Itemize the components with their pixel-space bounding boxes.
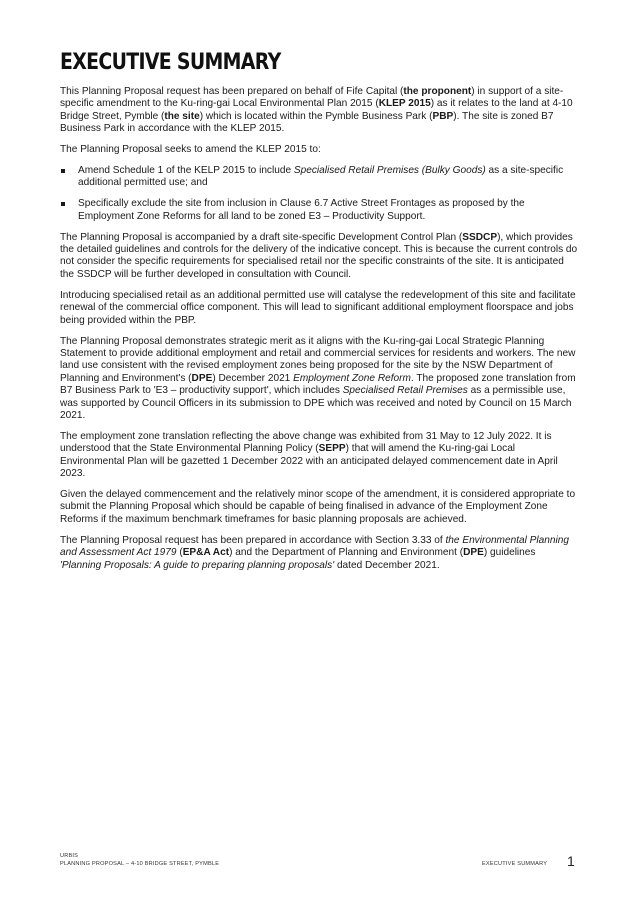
paragraph-intro	[60, 86, 578, 136]
term-site: the site	[164, 110, 200, 122]
term-klep: KLEP 2015	[378, 98, 431, 110]
text: ), which provides the detailed guidelines and controls for the delivery of the indicative concept. This is because the current controls do not consider the specific requirements for specialised retail nor the specific constraints of the site. It is anticipated the SSDCP will be further developed in consultation with Council.	[60, 231, 578, 280]
text: The Planning Proposal is accompanied by a draft site-specific Development Control Plan (	[60, 231, 463, 243]
page-title: EXECUTIVE SUMMARY	[60, 50, 281, 75]
paragraph-legislation	[60, 535, 578, 572]
term-proponent: the proponent	[403, 86, 472, 97]
text: as a site-specific additional permitted use; and	[78, 165, 564, 189]
footer-section-label: EXECUTIVE SUMMARY	[482, 861, 548, 867]
term-ssdcp: SSDCP	[462, 231, 498, 243]
paragraph-seeks: The Planning Proposal seeks to amend the KLEP 2015 to:	[60, 144, 321, 156]
term-specialised-retail-premises: Specialised Retail Premises	[342, 385, 468, 397]
paragraph-zone-translation	[60, 431, 578, 481]
text: as a permissible use, was supported by Council Officers in its submission to DPE which was received and noted by Council on 15 March 2021.	[60, 385, 572, 421]
term-dpe: DPE	[463, 547, 484, 559]
paragraph-retail: Introducing specialised retail as an additional permitted use will catalyse the redevelopment of this site and facilitate renewal of the commercial office component. This will lead to significant additional employment floorspace and jobs being provided within the PBP.	[60, 289, 576, 326]
footer-document-title: PLANNING PROPOSAL – 4-10 BRIDGE STREET, PYMBLE	[60, 861, 220, 867]
text: ) December 2021	[212, 372, 294, 384]
term-sepp: SEPP	[318, 443, 346, 455]
text: ) which is located within the Pymble Business Park (	[199, 110, 433, 122]
term-specialised-retail: Specialised Retail Premises (Bulky Goods)	[293, 165, 486, 177]
term-employment-zone-reform: Employment Zone Reform	[293, 372, 411, 384]
paragraph-delayed-commencement: Given the delayed commencement and the relatively minor scope of the amendment, it is considered appropriate to submit the Planning Proposal which should be capable of being finalised in advance of the Employment Zone Reforms if the maximum benchmark timeframes for basic planning proposals are achieved.	[60, 488, 576, 525]
term-guideline-title: 'Planning Proposals: A guide to preparing planning proposals'	[60, 559, 335, 571]
footer-company: URBIS	[60, 853, 79, 859]
term-dpe: DPE	[191, 372, 213, 384]
text: The employment zone translation reflecting the above change was exhibited from 31 May to 12 July 2022. It is understood that the State Environmental Planning Policy (	[60, 430, 552, 455]
text: ) guidelines	[483, 547, 536, 559]
bullet-icon	[61, 169, 65, 173]
text: . The proposed zone translation from B7 Business Park to 'E3 – productivity support', which includes	[60, 372, 576, 397]
list-item	[60, 198, 578, 223]
text: ) as it relates to the land at 4-10 Bridge Street, Pymble (	[60, 98, 573, 122]
text: This Planning Proposal request has been prepared on behalf of Fife Capital (	[60, 86, 404, 97]
text: The Planning Proposal demonstrates strategic merit as it aligns with the Ku-ring-gai Local Strategic Planning Statement to provide additional employment and retail and commercial services for residents and workers. The new land use consistent with the revised employment zones being proposed for the site by the NSW Department of Planning and Environment's (	[60, 335, 576, 384]
page-number: 1	[567, 853, 575, 869]
term-act-title: the Environmental Planning and Assessment Act 1979	[60, 534, 569, 559]
paragraph-strategic-merit	[60, 336, 578, 423]
term-epa-act: EP&A Act	[182, 547, 230, 559]
list-item	[60, 165, 578, 190]
bullet-icon	[61, 202, 65, 206]
text: ). The site is zoned B7 Business Park in accordance with the KLEP 2015.	[60, 110, 554, 135]
footer-left	[60, 852, 219, 868]
text: ) that will amend the Ku-ring-gai Local Environmental Plan will be gazetted 1 December 2022 with an anticipated delayed commencement date in April 2023.	[60, 443, 558, 480]
text: The Planning Proposal request has been prepared in accordance with Section 3.33 of	[60, 534, 446, 546]
text: ) in support of a site-specific amendment to the Ku-ring-gai Local Environmental Plan 2015 (	[60, 86, 564, 110]
text: Specifically exclude the site from inclusion in Clause 6.7 Active Street Frontages as proposed by the Employment Zone Reforms for all land to be zoned E3 – Productivity Support.	[78, 198, 525, 222]
body-content	[60, 86, 578, 580]
text: ) and the Department of Planning and Environment (	[229, 547, 464, 559]
term-pbp: PBP	[432, 110, 454, 122]
text: dated December 2021.	[334, 559, 440, 571]
text: Amend Schedule 1 of the KELP 2015 to include	[78, 165, 294, 177]
paragraph-ssdcp	[60, 232, 578, 282]
text: (	[176, 547, 183, 559]
amendment-list	[60, 165, 578, 223]
